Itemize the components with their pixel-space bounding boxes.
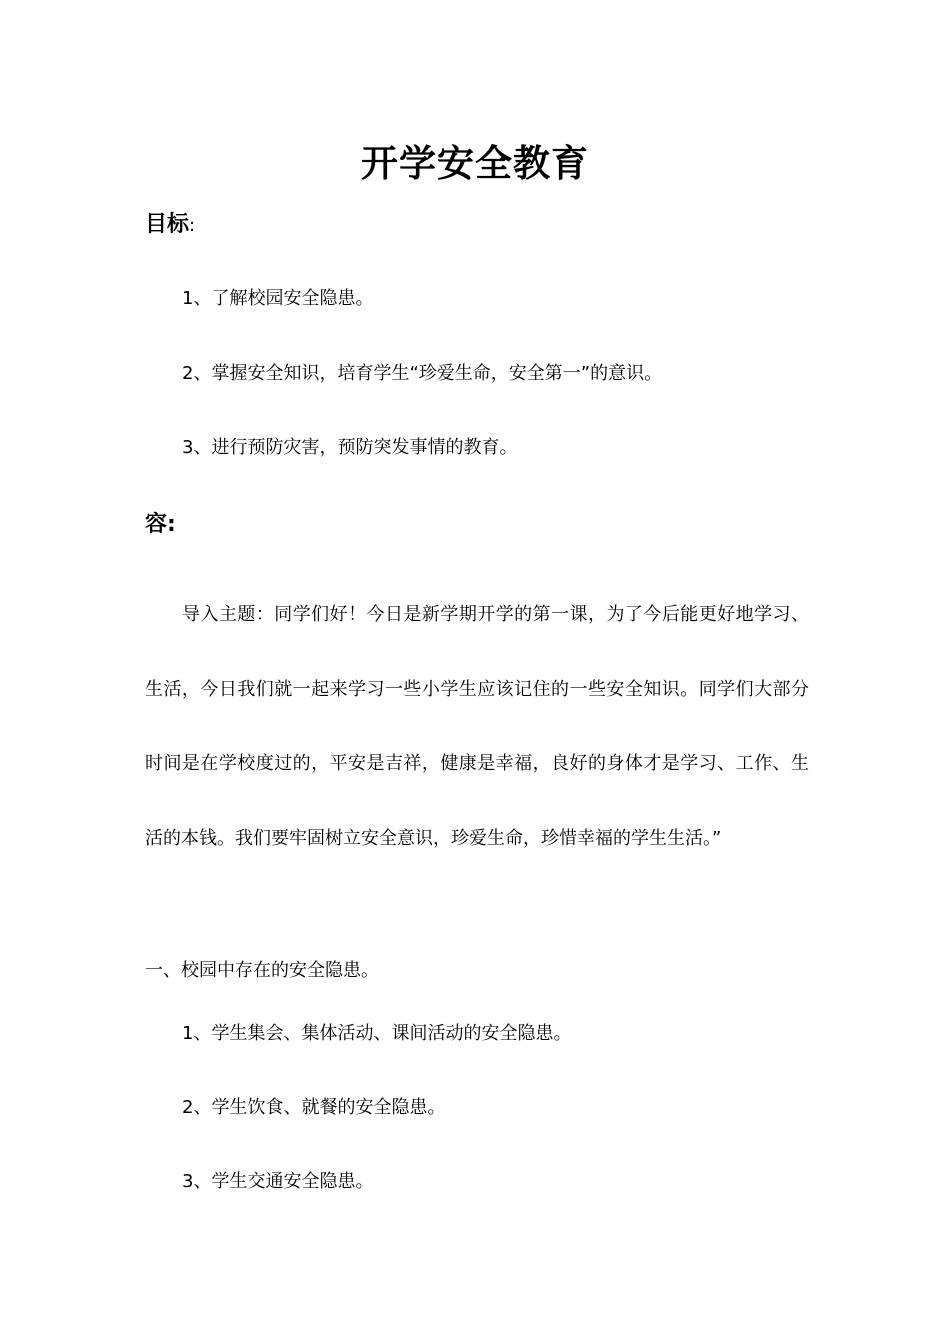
section1-item-2: 2、学生饮食、就餐的安全隐患。 [182,1097,446,1118]
section1-title: 一、校园中存在的安全隐患。 [145,960,379,981]
document-title: 开学安全教育 [361,142,589,185]
content-heading-colon: : [167,512,176,537]
content-heading [145,510,176,540]
goals-heading-colon: : [189,215,196,236]
goal-item-3: 3、进行预防灾害，预防突发事情的教育。 [182,437,518,458]
content-heading-label: 容 [145,512,168,537]
section1-item-1: 1、学生集会、集体活动、课间活动的安全隐患。 [182,1023,572,1044]
intro-paragraph: 导入主题：同学们好！今日是新学期开学的第一课，为了今后能更好地学习、生活，今日我们就一起来学习一些小学生应该记住的一些安全知识。同学们大部分时间是在学校度过的，平安是吉祥，健康是幸福，良好的身体才是学习、工作、生活的本钱。我们要牢固树立安全意识，珍爱生命，珍惜幸福的学生生活。” [145,604,809,850]
goals-heading-label: 目标 [145,212,190,237]
goal-item-2: 2、掌握安全知识，培育学生“珍爱生命，安全第一”的意识。 [182,363,663,384]
goals-heading [145,210,195,241]
section1-item-3: 3、学生交通安全隐患。 [182,1171,374,1192]
goal-item-1: 1、了解校园安全隐患。 [182,288,374,309]
